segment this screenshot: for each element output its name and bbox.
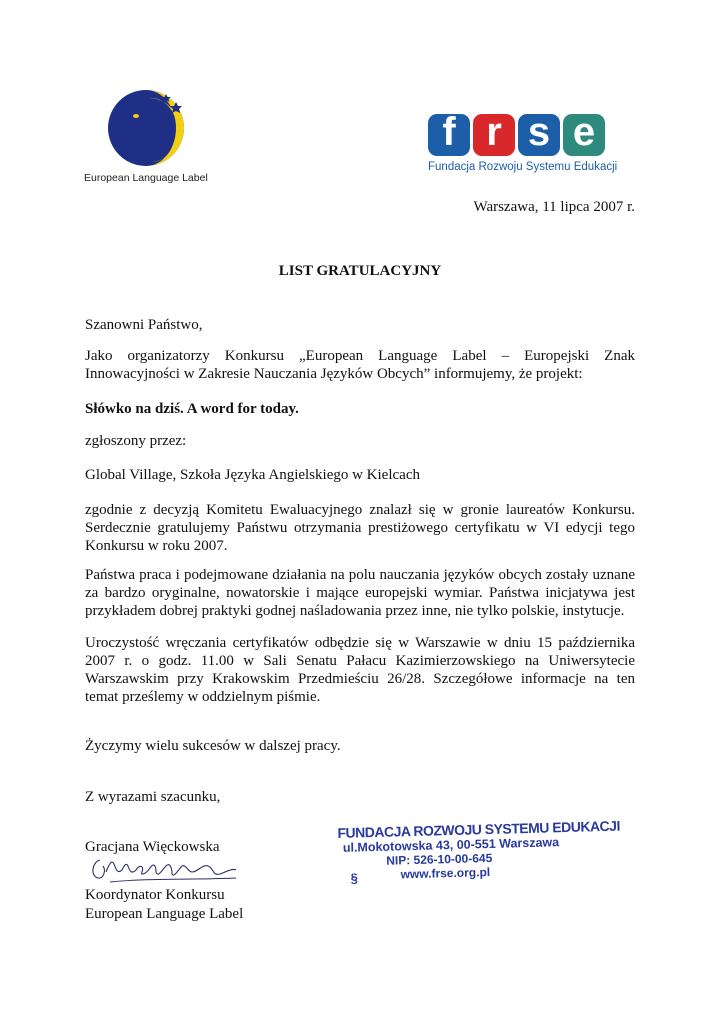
handwritten-signature — [86, 852, 246, 888]
signer-name: Gracjana Więckowska — [85, 839, 220, 855]
frse-logo — [428, 110, 628, 173]
submitted-by-label: zgłoszony przez: — [85, 433, 187, 449]
frse-letter-e: e — [563, 114, 605, 156]
frse-letter-s: s — [518, 114, 560, 156]
signer-role: Koordynator Konkursu — [85, 887, 225, 903]
paragraph-laureate: zgodnie z decyzją Komitetu Ewaluacyjnego znalazł się w gronie laureatów Konkursu. Serdecznie gratulujemy Państwu otrzymania prestiżowego certyfikatu w VI edycji tego Konkursu w roku 2007. — [85, 502, 635, 554]
ell-moon-stars-icon — [106, 86, 190, 170]
stamp-line-address: ul.Mokotowska 43, 00-551 Warszawa — [342, 835, 560, 855]
frse-letters — [428, 110, 628, 156]
intro-paragraph: Jako organizatorzy Konkursu „European Language Label – Europejski Znak Innowacyjności w Zakresie Nauczania Języków Obcych” informujemy, że projekt: — [85, 348, 635, 382]
salutation: Szanowni Państwo, — [85, 317, 203, 333]
stamp-line-website: www.frse.org.pl — [400, 865, 491, 882]
frse-logo-caption: Fundacja Rozwoju Systemu Edukacji — [428, 161, 618, 173]
stamp-emblem-icon: § — [350, 870, 359, 886]
letter-date: Warszawa, 11 lipca 2007 r. — [473, 199, 635, 215]
european-language-label-logo — [84, 86, 214, 184]
closing: Z wyrazami szacunku, — [85, 789, 221, 805]
letter-title: LIST GRATULACYJNY — [278, 263, 442, 279]
ell-logo-caption: European Language Label — [84, 172, 208, 184]
wishes: Życzymy wielu sukcesów w dalszej pracy. — [85, 738, 341, 754]
project-title: Słówko na dziś. A word for today. — [85, 401, 299, 417]
frse-stamp — [337, 817, 621, 886]
institution-name: Global Village, Szkoła Języka Angielskiego w Kielcach — [85, 467, 420, 483]
paragraph-ceremony: Uroczystość wręczania certyfikatów odbędzie się w Warszawie w dniu 15 października 2007 r. o godz. 11.00 w Sali Senatu Pałacu Kazimierzowskiego na Uniwersytecie Warszawskim przy Krakowskim Przedmieściu 26/28. Szczegółowe informacje na ten temat prześlemy w oddzielnym piśmie. — [85, 635, 635, 705]
frse-letter-f: f — [428, 114, 470, 156]
stamp-line-nip: NIP: 526-10-00-645 — [386, 850, 493, 868]
stamp-line-name: FUNDACJA ROZWOJU SYSTEMU EDUKACJI — [337, 817, 621, 842]
paragraph-recognition: Państwa praca i podejmowane działania na polu nauczania języków obcych zostały uznane za bardzo oryginalne, nowatorskie i mające europejski wymiar. Państwa inicjatywa jest przykładem dobrej praktyki godnej naśladowania przez inne, nie tylko polskie, instytucje. — [85, 567, 635, 619]
signer-organization: European Language Label — [85, 906, 244, 922]
frse-letter-r: r — [473, 114, 515, 156]
